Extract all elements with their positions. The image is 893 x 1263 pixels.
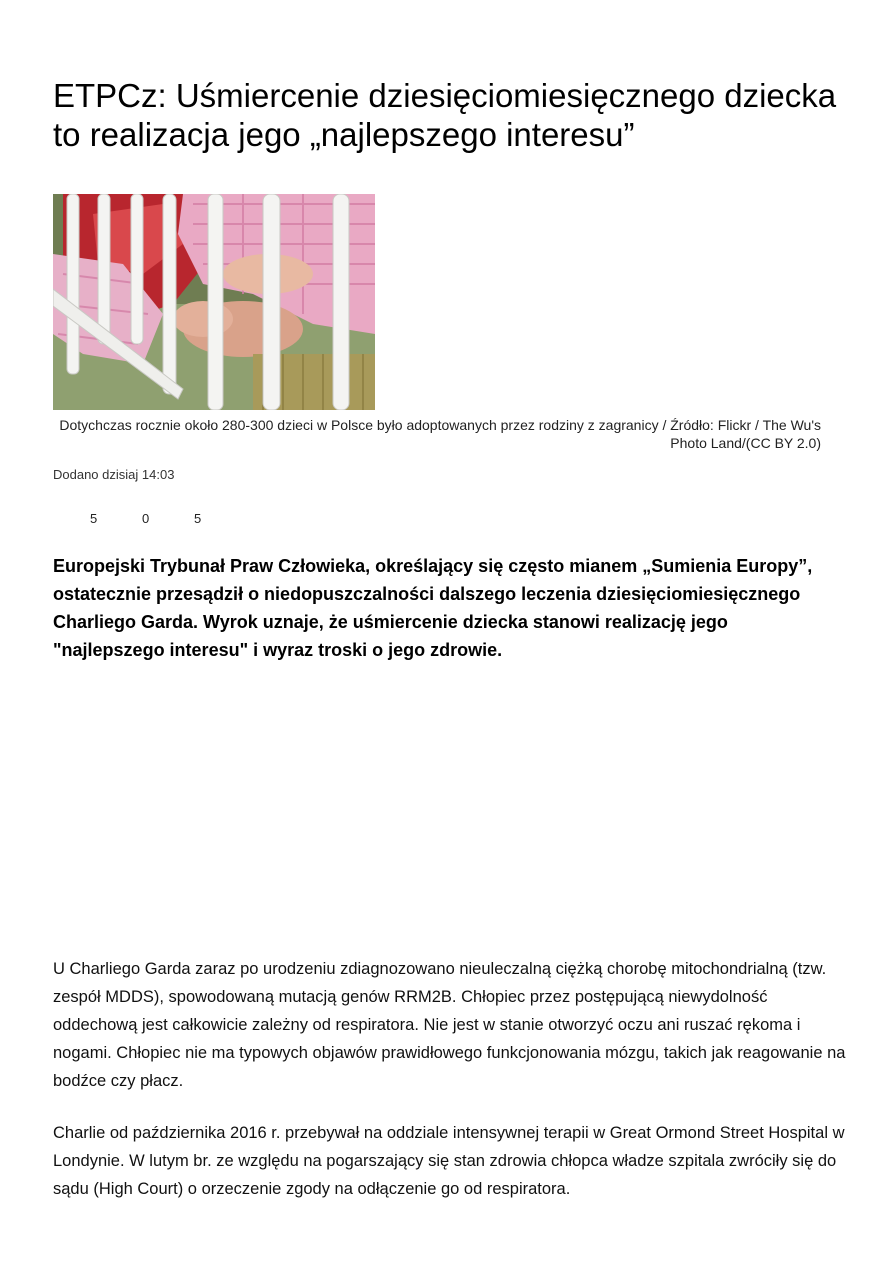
article-paragraph: U Charliego Garda zaraz po urodzeniu zdiagnozowano nieuleczalną ciężką chorobę mitochondrialną (tzw. zespół MDDS), spowodowaną mutacją genów RRM2B. Chłopiec przez postępującą niewydolność oddechową jest całkowicie zależny od respiratora. Nie jest w stanie otworzyć oczu ani ruszać rękoma i nogami. Chłopiec nie ma typowych objawów prawidłowego funkcjonowania mózgu, takich jak reagowanie na bodźce czy płacz. xyxy=(53,960,846,1090)
image-caption: Dotychczas rocznie około 280-300 dzieci w Polsce było adoptowanych przez rodziny z zagranicy / Źródło: Flickr / The Wu's Photo Land/(CC BY 2.0) xyxy=(59,417,821,451)
stat-count[interactable]: 0 xyxy=(142,511,150,526)
stat-count[interactable]: 5 xyxy=(194,511,202,526)
article-stats xyxy=(90,511,246,526)
article-title: ETPCz: Uśmiercenie dziesięciomiesięcznego dziecka to realizacja jego „najlepszego interesu” xyxy=(53,77,837,153)
article-paragraph: Charlie od października 2016 r. przebywał na oddziale intensywnej terapii w Great Ormond Street Hospital w Londynie. W lutym br. ze względu na pogarszający się stan zdrowia chłopca władze szpitala zwróciły się do sądu (High Court) o orzeczenie zgody na odłączenie go od respiratora. xyxy=(53,1124,845,1198)
article-lead: Europejski Trybunał Praw Człowieka, określający się często mianem „Sumienia Europy”, ostatecznie przesądził o niedopuszczalności dalszego leczenia dziesięciomiesięcznego Charliego Garda. Wyrok uznaje, że uśmiercenie dziecka stanowi realizację jego "najlepszego interesu" i wyraz troski o jego zdrowie. xyxy=(53,556,813,660)
publish-date: Dodano dzisiaj 14:03 xyxy=(53,467,175,482)
stat-count[interactable]: 5 xyxy=(90,511,98,526)
article-photo xyxy=(53,194,375,410)
